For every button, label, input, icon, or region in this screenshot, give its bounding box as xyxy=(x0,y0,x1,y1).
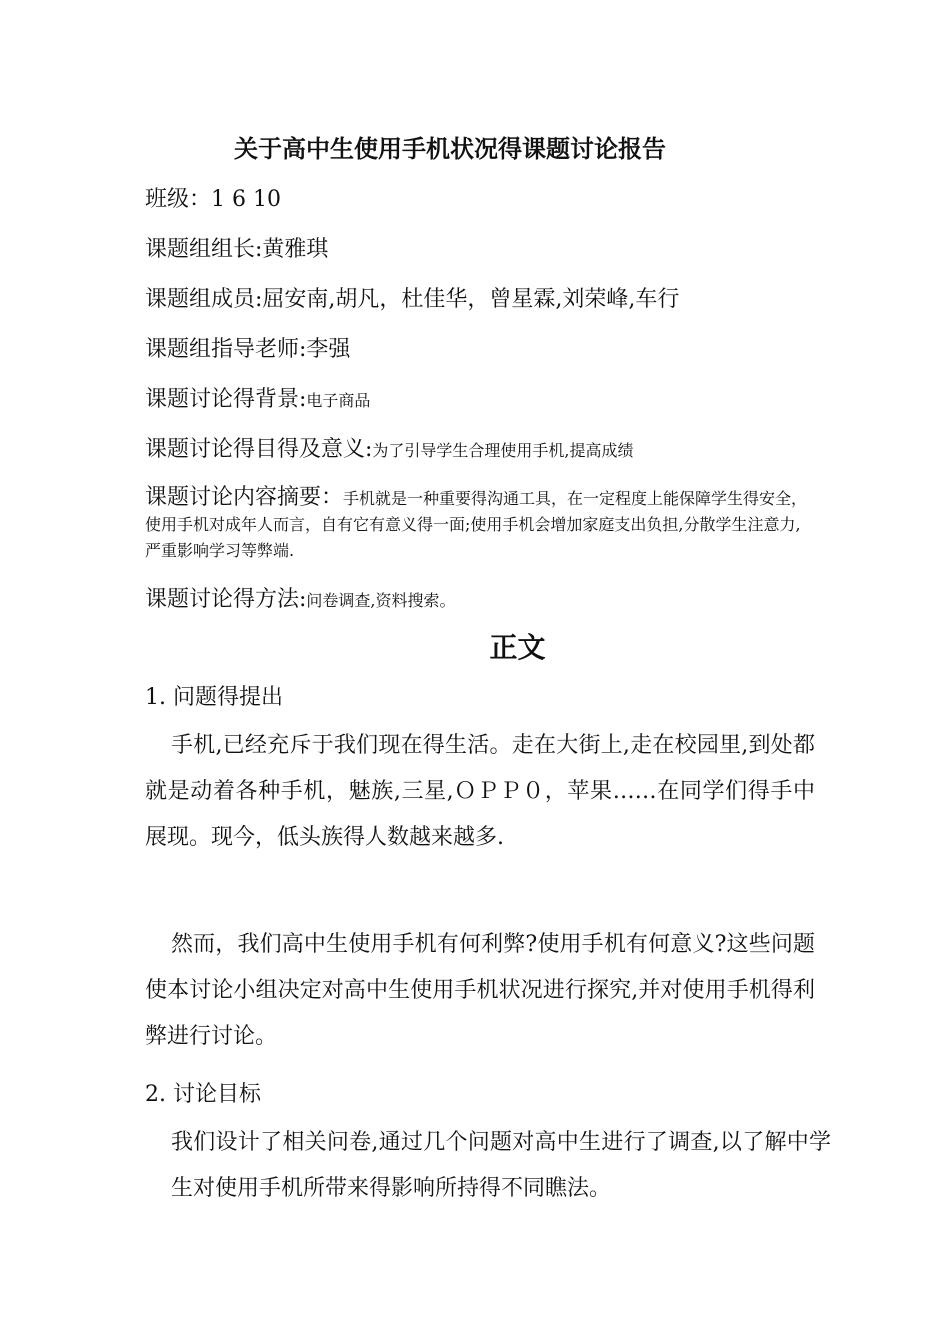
summary-value: 手机就是一种重要得沟通工具，在一定程度上能保障学生得安全，使用手机对成年人而言，自有它有意义得一面;使用手机会增加家庭支出负担,分散学生注意力,严重影响学习等弊端. xyxy=(145,489,808,560)
leader-line: 课题组组长:黄雅琪 xyxy=(145,237,329,262)
section1-paragraph-2: 然而，我们高中生使用手机有何利弊?使用手机有何意义?这些问题使本讨论小组决定对高中生使用手机状况进行探究,并对使用手机得利弊进行讨论。 xyxy=(145,932,815,1049)
teacher-line: 课题组指导老师:李强 xyxy=(145,337,351,362)
purpose-value: 为了引导学生合理使用手机,提高成绩 xyxy=(372,441,634,460)
background-line xyxy=(145,385,370,416)
method-label: 课题讨论得方法: xyxy=(145,587,307,612)
background-label: 课题讨论得背景: xyxy=(145,387,307,412)
report-title: 关于高中生使用手机状况得课题讨论报告 xyxy=(234,135,666,163)
members-line: 课题组成员:屈安南,胡凡，杜佳华，曾星霖,刘荣峰,车行 xyxy=(145,287,680,312)
purpose-label: 课题讨论得目得及意义: xyxy=(145,437,373,462)
summary-label: 课题讨论内容摘要： xyxy=(145,485,344,510)
section2-heading: 2. 讨论目标 xyxy=(145,1082,261,1107)
section1-heading: 1. 问题得提出 xyxy=(145,685,283,710)
background-value: 电子商品 xyxy=(306,391,371,410)
method-value: 问卷调查,资料搜索。 xyxy=(306,591,456,610)
section2-paragraph-1: 我们设计了相关问卷,通过几个问题对高中生进行了调查,以了解中学生对使用手机所带来得影响所持得不同瞧法。 xyxy=(171,1130,831,1201)
class-line: 班级：1 6 10 xyxy=(145,187,281,212)
section1-paragraph-1: 手机,已经充斥于我们现在得生活。走在大街上,走在校园里,到处都就是动着各种手机，魅族,三星,ＯＰＰ０，苹果……在同学们得手中展现。现今，低头族得人数越来越多. xyxy=(145,733,815,850)
method-line xyxy=(145,585,456,616)
body-title: 正文 xyxy=(489,631,546,664)
summary-block xyxy=(145,485,810,564)
purpose-line xyxy=(145,435,634,466)
